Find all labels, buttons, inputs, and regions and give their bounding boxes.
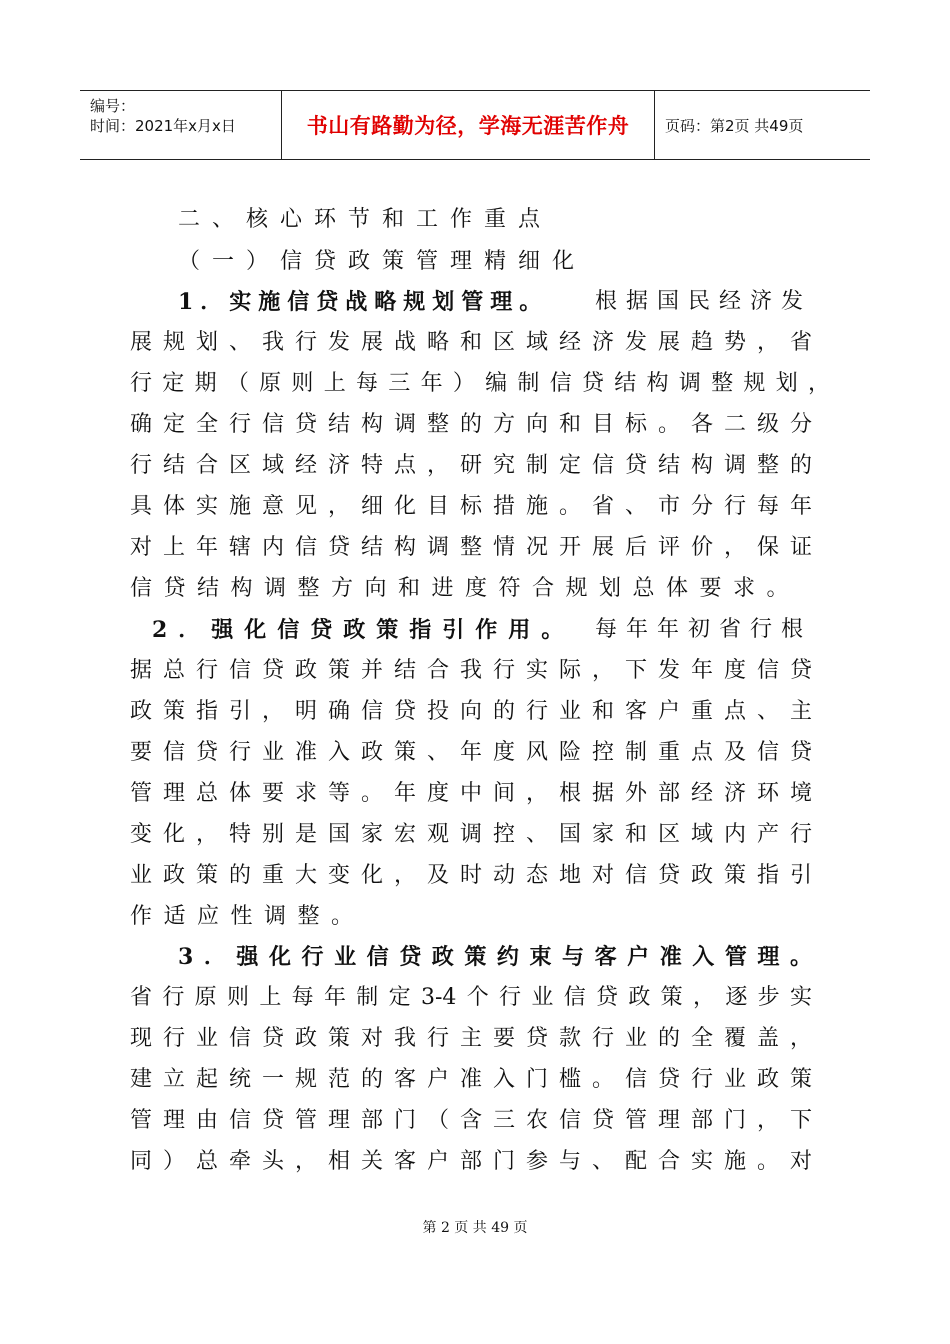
paragraph-item-1-first-line	[178, 287, 812, 317]
paragraph-line: 展规划、我行发展战略和区域经济发展趋势，省	[130, 330, 812, 355]
section-heading: 二、核心环节和工作重点	[178, 207, 553, 232]
date-label: 时间：2021年x月x日	[90, 117, 236, 135]
paragraph-line: 管理由信贷管理部门（含三农信贷管理部门，下	[130, 1108, 812, 1133]
paragraph-line: 行结合区域经济特点，研究制定信贷结构调整的	[130, 453, 812, 478]
subsection-heading: （一）信贷政策管理精细化	[178, 249, 587, 274]
paragraph-line: 信贷结构调整方向和进度符合规划总体要求。	[130, 576, 801, 601]
header-page-info: 页码：第2页 共49页	[665, 116, 804, 135]
item-2-title: 2．强化信贷政策指引作用。	[152, 617, 575, 643]
paragraph-line: 对上年辖内信贷结构调整情况开展后评价，保证	[130, 535, 812, 560]
paragraph-line: 据总行信贷政策并结合我行实际，下发年度信贷	[130, 658, 812, 683]
paragraph-line: 现行业信贷政策对我行主要贷款行业的全覆盖，	[130, 1026, 812, 1051]
paragraph-line: 确定全行信贷结构调整的方向和目标。各二级分	[130, 412, 812, 437]
item-1-title: 1．实施信贷战略规划管理。	[178, 289, 549, 315]
item-1-text-start: 根据国民经济发	[594, 289, 812, 314]
paragraph-item-2-first-line	[152, 615, 812, 645]
paragraph-line: 政策指引，明确信贷投向的行业和客户重点、主	[130, 699, 812, 724]
paragraph-line: 具体实施意见，细化目标措施。省、市分行每年	[130, 494, 812, 519]
header-meta	[80, 91, 280, 159]
paragraph-line: 建立起统一规范的客户准入门槛。信贷行业政策	[130, 1067, 812, 1092]
header-motto: 书山有路勤为径，学海无涯苦作舟	[281, 91, 655, 159]
paragraph-line: 变化，特别是国家宏观调控、国家和区域内产行	[130, 822, 812, 847]
document-header	[80, 90, 870, 160]
serial-number-label: 编号：	[90, 97, 136, 115]
paragraph-line: 省行原则上每年制定3-4个行业信贷政策，逐步实	[130, 985, 812, 1010]
paragraph-line: 管理总体要求等。年度中间，根据外部经济环境	[130, 781, 812, 806]
item-3-title: 3．强化行业信贷政策约束与客户准入管理。	[178, 944, 812, 970]
paragraph-line: 同）总牵头，相关客户部门参与、配合实施。对	[130, 1149, 812, 1174]
paragraph-line: 业政策的重大变化，及时动态地对信贷政策指引	[130, 863, 812, 888]
item-2-text-start: 每年年初省行根	[594, 617, 812, 642]
paragraph-line: 行定期（原则上每三年）编制信贷结构调整规划，	[130, 371, 830, 396]
paragraph-line: 作适应性调整。	[130, 904, 365, 929]
page-footer: 第 2 页 共 49 页	[422, 1220, 528, 1236]
paragraph-line: 要信贷行业准入政策、年度风险控制重点及信贷	[130, 740, 812, 765]
